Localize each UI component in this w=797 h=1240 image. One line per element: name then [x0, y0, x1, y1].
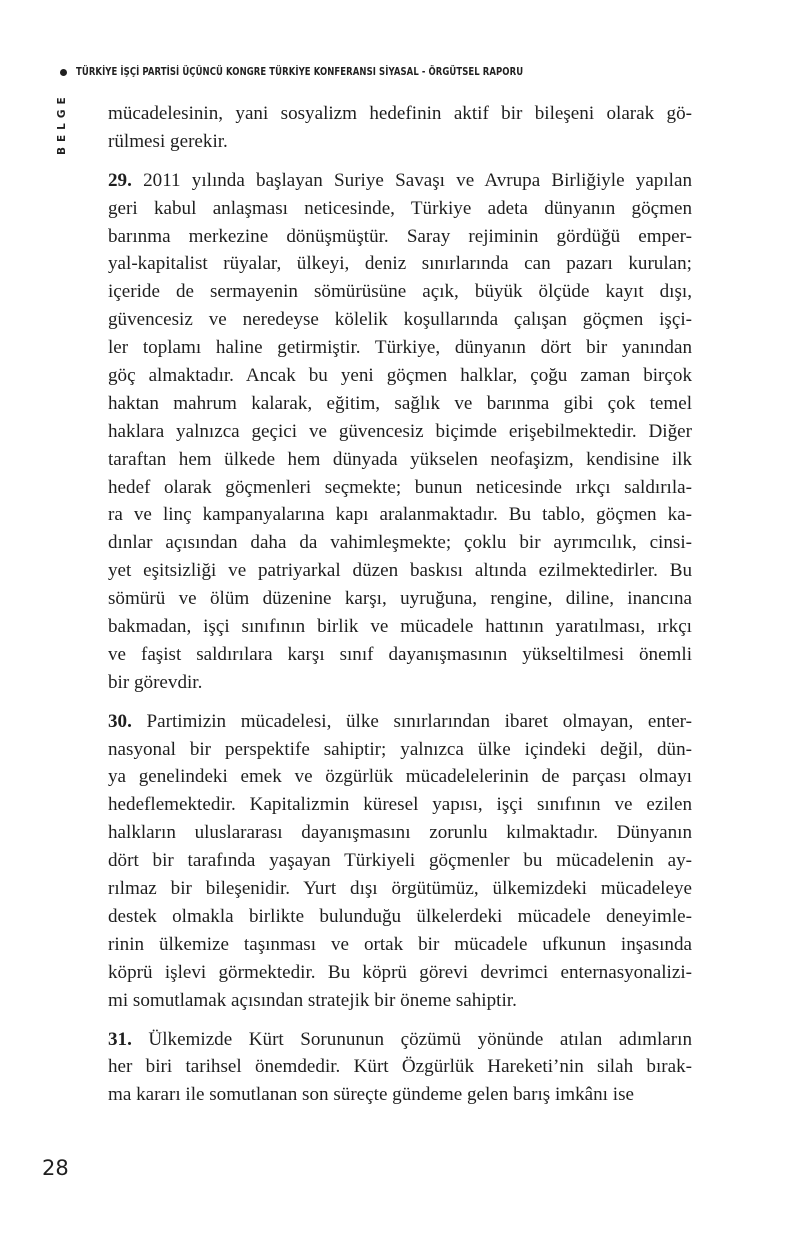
text-line	[108, 819, 692, 847]
line-text: destek olmakla birlikte bulunduğu ülkelerdeki mücadele deneyimle-	[108, 905, 692, 927]
line-text: yal-kapitalist rüyalar, ülkeyi, deniz sınırlarında can pazarı kurulan;	[108, 253, 692, 275]
bullet-icon	[60, 69, 67, 76]
line-text: dınlar açısından daha da vahimleşmekte; çoklu bir ayrımcılık, cinsi-	[108, 532, 692, 554]
paragraph	[108, 708, 692, 1015]
text-line	[108, 1026, 692, 1054]
line-text: haklara yalnızca geçici ve güvencesiz biçimde erişebilmektedir. Diğer	[108, 420, 692, 442]
paragraph	[108, 1026, 692, 1110]
line-text: rülmesi gerekir.	[108, 130, 228, 152]
paragraph-number: 29.	[108, 169, 132, 191]
line-text: güvencesiz ve neredeyse kölelik koşullarında çalışan göçmen işçi-	[108, 309, 692, 331]
text-line	[108, 736, 692, 764]
text-line	[108, 613, 692, 641]
line-text: haktan mahrum kalarak, eğitim, sağlık ve barınma gibi çok temel	[108, 392, 692, 414]
body-text	[108, 100, 692, 1120]
line-text: geri kabul anlaşması neticesinde, Türkiye adeta dünyanın göçmen	[108, 197, 692, 219]
line-text: içeride de sermayenin sömürüsüne açık, büyük ölçüde kayıt dışı,	[108, 281, 692, 303]
text-line	[108, 875, 692, 903]
text-line	[108, 529, 692, 557]
line-text: mücadelesinin, yani sosyalizm hedefinin aktif bir bileşeni olarak gö-	[108, 103, 692, 124]
text-line	[108, 903, 692, 931]
text-line	[108, 585, 692, 613]
text-line	[108, 418, 692, 446]
line-text: bakmadan, işçi sınıfının birlik ve mücadele hattının yaratılması, ırkçı	[108, 616, 692, 638]
line-text: Partimizin mücadelesi, ülke sınırlarından ibaret olmayan, enter-	[146, 710, 692, 732]
line-text: 2011 yılında başlayan Suriye Savaşı ve Avrupa Birliğiyle yapılan	[143, 169, 692, 191]
text-line	[108, 791, 692, 819]
side-label: BELGE	[56, 92, 68, 155]
text-line	[108, 959, 692, 987]
line-text: mi somutlamak açısından stratejik bir öneme sahiptir.	[108, 989, 517, 1011]
line-text: her biri tarihsel önemdedir. Kürt Özgürlük Hareketi’nin silah bırak-	[108, 1056, 692, 1078]
line-text: hedeflemektedir. Kapitalizmin küresel yapısı, işçi sınıfının ve ezilen	[108, 794, 692, 816]
line-text: köprü işlevi görmektedir. Bu köprü görevi devrimci enternasyonalizi-	[108, 961, 692, 983]
text-line	[108, 306, 692, 334]
text-line	[108, 1081, 692, 1109]
text-line	[108, 278, 692, 306]
line-text: Ülkemizde Kürt Sorununun çözümü yönünde atılan adımların	[148, 1028, 692, 1050]
running-header	[60, 66, 635, 78]
text-line	[108, 557, 692, 585]
line-text: ler toplamı haline getirmiştir. Türkiye, dünyanın dört bir yanından	[108, 337, 692, 359]
text-line	[108, 128, 692, 156]
text-line	[108, 669, 692, 697]
line-text: bir görevdir.	[108, 671, 203, 693]
line-text: halkların uluslararası dayanışmasını zorunlu kılmaktadır. Dünyanın	[108, 822, 692, 844]
text-line	[108, 362, 692, 390]
text-line	[108, 195, 692, 223]
line-text: göç almaktadır. Ancak bu yeni göçmen halklar, çoğu zaman birçok	[108, 365, 692, 387]
text-line	[108, 390, 692, 418]
paragraph-number: 31.	[108, 1028, 132, 1050]
line-text: ya genelindeki emek ve özgürlük mücadelelerinin de parçası olmayı	[108, 766, 692, 788]
line-text: hedef olarak göçmenleri seçmekte; bunun neticesinde ırkçı saldırıla-	[108, 476, 692, 498]
text-line	[108, 446, 692, 474]
page-number: 28	[42, 1156, 69, 1180]
header-title: TÜRKİYE İŞÇİ PARTİSİ ÜÇÜNCÜ KONGRE TÜRKİYE KONFERANSI SİYASAL - ÖRGÜTSEL RAPORU	[76, 66, 524, 78]
line-text: ra ve linç kampanyalarına kapı aralanmaktadır. Bu tablo, göçmen ka-	[108, 504, 692, 526]
line-text: dört bir tarafında yaşayan Türkiyeli göçmenler bu mücadelenin ay-	[108, 850, 692, 872]
text-line	[108, 474, 692, 502]
paragraph	[108, 167, 692, 697]
text-line	[108, 250, 692, 278]
line-text: ma kararı ile somutlanan son süreçte gündeme gelen barış imkânı ise	[108, 1084, 634, 1106]
paragraph	[108, 100, 692, 156]
text-line	[108, 708, 692, 736]
text-line	[108, 223, 692, 251]
text-line	[108, 641, 692, 669]
text-line	[108, 100, 692, 128]
text-line	[108, 931, 692, 959]
text-line	[108, 1053, 692, 1081]
text-line	[108, 167, 692, 195]
text-line	[108, 501, 692, 529]
text-line	[108, 987, 692, 1015]
line-text: sömürü ve ölüm düzenine karşı, uyruğuna, rengine, diline, inancına	[108, 588, 692, 610]
line-text: yet eşitsizliği ve patriyarkal düzen baskısı altında ezilmektedirler. Bu	[108, 560, 692, 582]
line-text: ve faşist saldırılara karşı sınıf dayanışmasının yükseltilmesi önemli	[108, 643, 692, 665]
text-line	[108, 334, 692, 362]
paragraph-number: 30.	[108, 710, 132, 732]
line-text: barınma merkezine dönüşmüştür. Saray rejiminin gördüğü emper-	[108, 225, 692, 247]
line-text: nasyonal bir perspektife sahiptir; yalnızca ülke içindeki değil, dün-	[108, 738, 692, 760]
text-line	[108, 847, 692, 875]
text-line	[108, 763, 692, 791]
line-text: taraftan hem ülkede hem dünyada yükselen neofaşizm, kendisine ilk	[108, 448, 692, 470]
line-text: rılmaz bir bileşenidir. Yurt dışı örgütümüz, ülkemizdeki mücadeleye	[108, 878, 692, 900]
line-text: rinin ülkemize taşınması ve ortak bir mücadele ufkunun inşasında	[108, 933, 692, 955]
